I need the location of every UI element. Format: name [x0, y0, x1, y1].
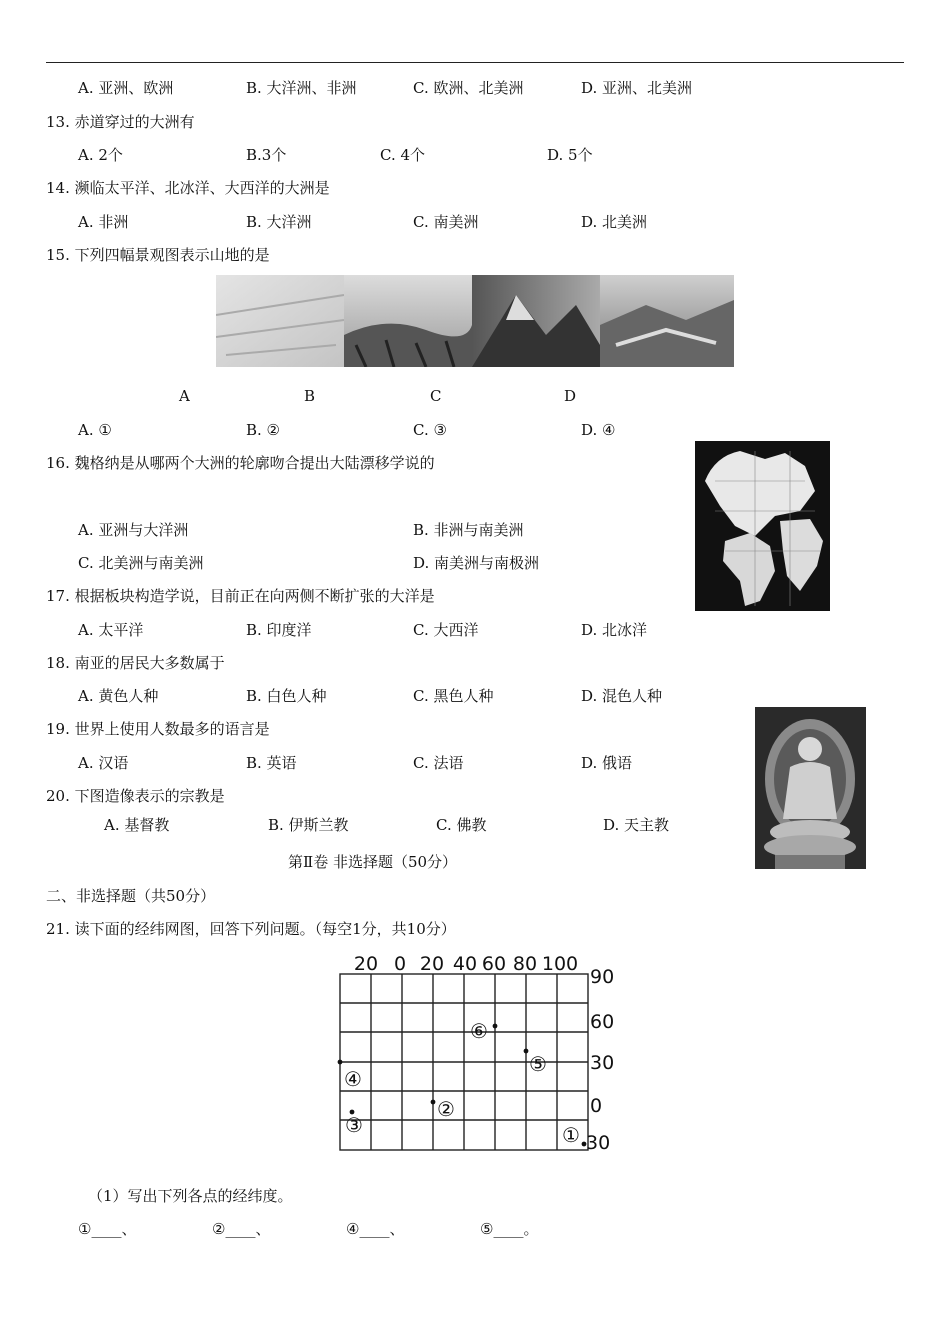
section-title: 第Ⅱ卷 非选择题（50分） [288, 853, 458, 871]
photo-label-d: D [564, 387, 577, 405]
q12-option-c[interactable]: C. 欧洲、北美洲 [413, 79, 524, 97]
q20-option-d[interactable]: D. 天主教 [603, 816, 670, 834]
q20-option-c[interactable]: C. 佛教 [436, 816, 487, 834]
q21-stem: 21. 读下面的经纬网图，回答下列问题。（每空1分，共10分） [46, 920, 456, 938]
q16-option-a[interactable]: A. 亚洲与大洋洲 [78, 521, 189, 539]
q14-stem: 14. 濒临太平洋、北冰洋、大西洋的大洲是 [46, 179, 330, 197]
blank-point-4[interactable]: ④____、 [346, 1220, 405, 1238]
top-rule [46, 62, 904, 63]
lat-long-grid [322, 946, 618, 1156]
lon-label: 80 [512, 953, 538, 975]
lon-label: 100 [541, 953, 579, 975]
q17-option-a[interactable]: A. 太平洋 [78, 621, 144, 639]
blank-point-5[interactable]: ⑤____。 [480, 1220, 539, 1238]
q13-option-d[interactable]: D. 5个 [547, 146, 593, 164]
q14-option-b[interactable]: B. 大洋洲 [246, 213, 312, 231]
lat-label: 30 [590, 1052, 615, 1074]
q13-option-b[interactable]: B.3个 [246, 146, 287, 164]
lon-label: 20 [353, 953, 379, 975]
q19-option-b[interactable]: B. 英语 [246, 754, 297, 772]
q12-option-a[interactable]: A. 亚洲、欧洲 [78, 79, 174, 97]
q16-option-d[interactable]: D. 南美洲与南极洲 [413, 554, 540, 572]
lat-label: 30 [586, 1132, 611, 1154]
q14-option-c[interactable]: C. 南美洲 [413, 213, 479, 231]
photo-label-c: C [430, 387, 442, 405]
lon-label: 0 [393, 953, 407, 975]
q16-stem: 16. 魏格纳是从哪两个大洲的轮廓吻合提出大陆漂移学说的 [46, 454, 435, 472]
q19-option-c[interactable]: C. 法语 [413, 754, 464, 772]
q17-stem: 17. 根据板块构造学说，目前正在向两侧不断扩张的大洋是 [46, 587, 435, 605]
q18-option-a[interactable]: A. 黄色人种 [78, 687, 159, 705]
q19-option-a[interactable]: A. 汉语 [78, 754, 129, 772]
point-5-marker: ⑤ [529, 1052, 547, 1076]
q15-option-a[interactable]: A. ① [78, 421, 112, 439]
continent-map [695, 441, 830, 611]
q13-option-c[interactable]: C. 4个 [380, 146, 426, 164]
q17-option-b[interactable]: B. 印度洋 [246, 621, 312, 639]
q14-option-d[interactable]: D. 北美洲 [581, 213, 648, 231]
photo-label-b: B [304, 387, 316, 405]
point-1-marker: ① [562, 1123, 580, 1147]
lon-label: 20 [419, 953, 445, 975]
point-4-marker: ④ [344, 1067, 362, 1091]
q19-stem: 19. 世界上使用人数最多的语言是 [46, 720, 270, 738]
q16-option-b[interactable]: B. 非洲与南美洲 [413, 521, 524, 539]
lon-label: 40 [452, 953, 478, 975]
landscape-photos [216, 275, 734, 367]
q18-option-b[interactable]: B. 白色人种 [246, 687, 327, 705]
point-6-marker: ⑥ [470, 1019, 488, 1043]
blank-point-2[interactable]: ②____、 [212, 1220, 271, 1238]
lat-label: 60 [590, 1011, 615, 1033]
lat-label: 0 [590, 1095, 603, 1117]
q18-option-d[interactable]: D. 混色人种 [581, 687, 663, 705]
q12-option-d[interactable]: D. 亚洲、北美洲 [581, 79, 693, 97]
q15-stem: 15. 下列四幅景观图表示山地的是 [46, 246, 270, 264]
q18-stem: 18. 南亚的居民大多数属于 [46, 654, 225, 672]
lon-label: 60 [481, 953, 507, 975]
blank-point-1[interactable]: ①____、 [78, 1220, 137, 1238]
q13-stem: 13. 赤道穿过的大洲有 [46, 113, 195, 131]
point-3-marker: ③ [345, 1113, 363, 1137]
part-two-heading: 二、非选择题（共50分） [46, 887, 216, 905]
q19-option-d[interactable]: D. 俄语 [581, 754, 633, 772]
q20-option-a[interactable]: A. 基督教 [104, 816, 170, 834]
buddha-statue-photo [755, 707, 866, 869]
q15-option-b[interactable]: B. ② [246, 421, 281, 439]
q20-option-b[interactable]: B. 伊斯兰教 [268, 816, 349, 834]
q15-option-d[interactable]: D. ④ [581, 421, 616, 439]
lat-label: 90 [590, 966, 615, 988]
q17-option-c[interactable]: C. 大西洋 [413, 621, 479, 639]
q15-option-c[interactable]: C. ③ [413, 421, 447, 439]
q13-option-a[interactable]: A. 2个 [78, 146, 123, 164]
q14-option-a[interactable]: A. 非洲 [78, 213, 129, 231]
q21-sub1: （1）写出下列各点的经纬度。 [88, 1187, 293, 1205]
q20-stem: 20. 下图造像表示的宗教是 [46, 787, 225, 805]
point-2-marker: ② [437, 1097, 455, 1121]
q18-option-c[interactable]: C. 黑色人种 [413, 687, 494, 705]
q17-option-d[interactable]: D. 北冰洋 [581, 621, 648, 639]
photo-label-a: A [179, 387, 190, 405]
q16-option-c[interactable]: C. 北美洲与南美洲 [78, 554, 204, 572]
q12-option-b[interactable]: B. 大洋洲、非洲 [246, 79, 357, 97]
